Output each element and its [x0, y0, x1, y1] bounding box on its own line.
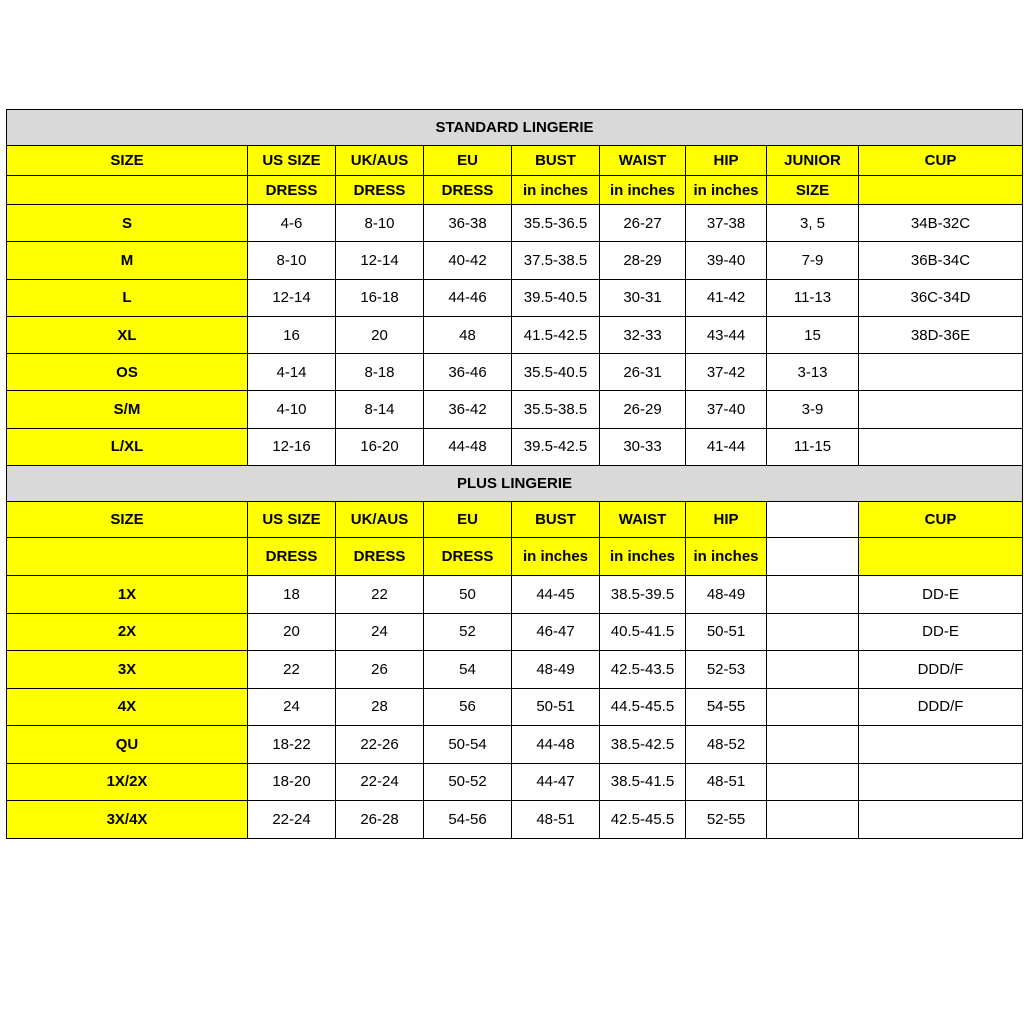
table-cell — [859, 763, 1023, 801]
table-cell: 52-53 — [686, 651, 767, 689]
table-cell: 38.5-39.5 — [600, 576, 686, 614]
size-chart-table — [6, 109, 1023, 839]
table-cell: 52 — [424, 613, 512, 651]
column-header: US SIZE — [248, 146, 336, 176]
column-header: EU — [424, 502, 512, 538]
table-cell — [767, 651, 859, 689]
table-cell: 26-27 — [600, 205, 686, 242]
column-header: CUP — [859, 502, 1023, 538]
table-cell: 26 — [336, 651, 424, 689]
column-header: WAIST — [600, 146, 686, 176]
table-cell: 22 — [336, 576, 424, 614]
column-header: UK/AUS — [336, 146, 424, 176]
table-cell: 35.5-36.5 — [512, 205, 600, 242]
column-header: SIZE — [7, 502, 248, 538]
table-cell: 48 — [424, 316, 512, 353]
table-row — [7, 242, 1023, 279]
size-label: 3X/4X — [7, 801, 248, 839]
table-cell: DD-E — [859, 576, 1023, 614]
column-header: JUNIOR — [767, 146, 859, 176]
table-cell: 44-46 — [424, 279, 512, 316]
table-cell: 15 — [767, 316, 859, 353]
size-label: L — [7, 279, 248, 316]
size-label: M — [7, 242, 248, 279]
table-cell: 48-49 — [512, 651, 600, 689]
table-cell — [767, 688, 859, 726]
size-label: XL — [7, 316, 248, 353]
table-row — [7, 205, 1023, 242]
table-cell: 44-45 — [512, 576, 600, 614]
table-cell: 54-56 — [424, 801, 512, 839]
size-label: 1X — [7, 576, 248, 614]
table-cell: 12-14 — [248, 279, 336, 316]
table-cell: 18 — [248, 576, 336, 614]
table-cell: 20 — [336, 316, 424, 353]
table-cell: 28-29 — [600, 242, 686, 279]
table-cell: 16-20 — [336, 428, 424, 465]
table-cell: DDD/F — [859, 651, 1023, 689]
table-cell — [767, 576, 859, 614]
column-subheader — [859, 538, 1023, 576]
table-cell: 42.5-45.5 — [600, 801, 686, 839]
table-cell: 48-51 — [686, 763, 767, 801]
table-cell: 36C-34D — [859, 279, 1023, 316]
column-header: HIP — [686, 146, 767, 176]
table-cell: 4-14 — [248, 354, 336, 391]
column-subheader — [7, 538, 248, 576]
table-row — [7, 801, 1023, 839]
table-cell: 16 — [248, 316, 336, 353]
table-cell: 44.5-45.5 — [600, 688, 686, 726]
table-cell: 36-46 — [424, 354, 512, 391]
table-cell: 40-42 — [424, 242, 512, 279]
table-cell: 3, 5 — [767, 205, 859, 242]
table-cell: 16-18 — [336, 279, 424, 316]
table-cell: 41.5-42.5 — [512, 316, 600, 353]
table-cell: 36-38 — [424, 205, 512, 242]
table-cell: DD-E — [859, 613, 1023, 651]
table-cell: 48-49 — [686, 576, 767, 614]
table-cell — [859, 354, 1023, 391]
table-cell: 30-31 — [600, 279, 686, 316]
column-subheader: in inches — [686, 538, 767, 576]
table-cell: 30-33 — [600, 428, 686, 465]
table-cell: 54 — [424, 651, 512, 689]
column-header: WAIST — [600, 502, 686, 538]
table-cell: 26-31 — [600, 354, 686, 391]
size-label: 1X/2X — [7, 763, 248, 801]
table-row — [7, 428, 1023, 465]
table-cell: 39-40 — [686, 242, 767, 279]
table-cell: 38.5-41.5 — [600, 763, 686, 801]
table-cell: 44-48 — [512, 726, 600, 764]
table-cell: 42.5-43.5 — [600, 651, 686, 689]
table-cell — [859, 801, 1023, 839]
table-row — [7, 279, 1023, 316]
table-cell: 18-22 — [248, 726, 336, 764]
column-subheader: DRESS — [248, 538, 336, 576]
table-cell: 38D-36E — [859, 316, 1023, 353]
size-label: 2X — [7, 613, 248, 651]
table-cell: 3-9 — [767, 391, 859, 428]
table-cell: 35.5-40.5 — [512, 354, 600, 391]
table-cell: 38.5-42.5 — [600, 726, 686, 764]
table-cell — [767, 613, 859, 651]
table-row — [7, 391, 1023, 428]
table-cell: 24 — [336, 613, 424, 651]
table-cell: 22-24 — [336, 763, 424, 801]
column-subheader: DRESS — [424, 538, 512, 576]
column-header: SIZE — [7, 146, 248, 176]
column-header: US SIZE — [248, 502, 336, 538]
table-cell: 44-48 — [424, 428, 512, 465]
table-cell: 46-47 — [512, 613, 600, 651]
table-cell: 32-33 — [600, 316, 686, 353]
table-cell: 37.5-38.5 — [512, 242, 600, 279]
table-cell: 37-42 — [686, 354, 767, 391]
table-cell: 4-6 — [248, 205, 336, 242]
column-header: BUST — [512, 502, 600, 538]
table-cell: 8-10 — [336, 205, 424, 242]
table-cell: 26-29 — [600, 391, 686, 428]
plus-section-title: PLUS LINGERIE — [7, 466, 1023, 502]
standard-section-title: STANDARD LINGERIE — [7, 110, 1023, 146]
table-cell: 40.5-41.5 — [600, 613, 686, 651]
table-cell: 18-20 — [248, 763, 336, 801]
table-cell: 20 — [248, 613, 336, 651]
table-cell: 8-14 — [336, 391, 424, 428]
table-cell — [767, 763, 859, 801]
table-cell: 41-44 — [686, 428, 767, 465]
column-subheader: in inches — [512, 538, 600, 576]
table-cell: 41-42 — [686, 279, 767, 316]
table-cell: 12-16 — [248, 428, 336, 465]
column-subheader — [7, 176, 248, 205]
column-subheader: DRESS — [248, 176, 336, 205]
table-cell: 7-9 — [767, 242, 859, 279]
size-label: QU — [7, 726, 248, 764]
table-cell: 22-26 — [336, 726, 424, 764]
table-cell — [767, 726, 859, 764]
column-header: HIP — [686, 502, 767, 538]
table-cell: 39.5-42.5 — [512, 428, 600, 465]
table-cell: 50-51 — [686, 613, 767, 651]
table-cell: 37-40 — [686, 391, 767, 428]
table-cell: 11-13 — [767, 279, 859, 316]
column-header: BUST — [512, 146, 600, 176]
table-cell: 4-10 — [248, 391, 336, 428]
table-row — [7, 316, 1023, 353]
table-row — [7, 651, 1023, 689]
table-cell: 52-55 — [686, 801, 767, 839]
column-subheader: DRESS — [424, 176, 512, 205]
size-label: L/XL — [7, 428, 248, 465]
column-header: CUP — [859, 146, 1023, 176]
column-header: UK/AUS — [336, 502, 424, 538]
table-cell: 54-55 — [686, 688, 767, 726]
table-cell: 24 — [248, 688, 336, 726]
column-subheader: DRESS — [336, 176, 424, 205]
table-cell: 11-15 — [767, 428, 859, 465]
column-subheader: in inches — [600, 538, 686, 576]
size-label: S/M — [7, 391, 248, 428]
column-subheader: in inches — [512, 176, 600, 205]
table-cell: 50 — [424, 576, 512, 614]
column-header: EU — [424, 146, 512, 176]
table-cell: 36B-34C — [859, 242, 1023, 279]
table-row — [7, 613, 1023, 651]
table-cell: 3-13 — [767, 354, 859, 391]
table-cell: 56 — [424, 688, 512, 726]
column-subheader: DRESS — [336, 538, 424, 576]
table-row — [7, 688, 1023, 726]
table-cell — [859, 726, 1023, 764]
table-cell: 8-18 — [336, 354, 424, 391]
table-cell: 50-51 — [512, 688, 600, 726]
table-cell: 48-51 — [512, 801, 600, 839]
table-cell: 22 — [248, 651, 336, 689]
size-label: 4X — [7, 688, 248, 726]
column-header — [767, 502, 859, 538]
size-label: OS — [7, 354, 248, 391]
column-subheader — [859, 176, 1023, 205]
table-row — [7, 576, 1023, 614]
table-cell: 34B-32C — [859, 205, 1023, 242]
table-cell: 44-47 — [512, 763, 600, 801]
table-row — [7, 726, 1023, 764]
table-cell — [859, 428, 1023, 465]
size-label: 3X — [7, 651, 248, 689]
table-cell: 39.5-40.5 — [512, 279, 600, 316]
table-cell: 8-10 — [248, 242, 336, 279]
table-cell: 50-52 — [424, 763, 512, 801]
table-row — [7, 763, 1023, 801]
table-cell: 50-54 — [424, 726, 512, 764]
column-subheader: in inches — [686, 176, 767, 205]
table-cell: 36-42 — [424, 391, 512, 428]
table-cell: 12-14 — [336, 242, 424, 279]
table-cell: 43-44 — [686, 316, 767, 353]
column-subheader — [767, 538, 859, 576]
table-cell — [767, 801, 859, 839]
table-cell: 22-24 — [248, 801, 336, 839]
table-cell: 28 — [336, 688, 424, 726]
table-cell: 37-38 — [686, 205, 767, 242]
column-subheader: in inches — [600, 176, 686, 205]
table-row — [7, 354, 1023, 391]
column-subheader: SIZE — [767, 176, 859, 205]
size-label: S — [7, 205, 248, 242]
table-cell: 48-52 — [686, 726, 767, 764]
table-cell: DDD/F — [859, 688, 1023, 726]
table-cell — [859, 391, 1023, 428]
table-cell: 35.5-38.5 — [512, 391, 600, 428]
table-cell: 26-28 — [336, 801, 424, 839]
